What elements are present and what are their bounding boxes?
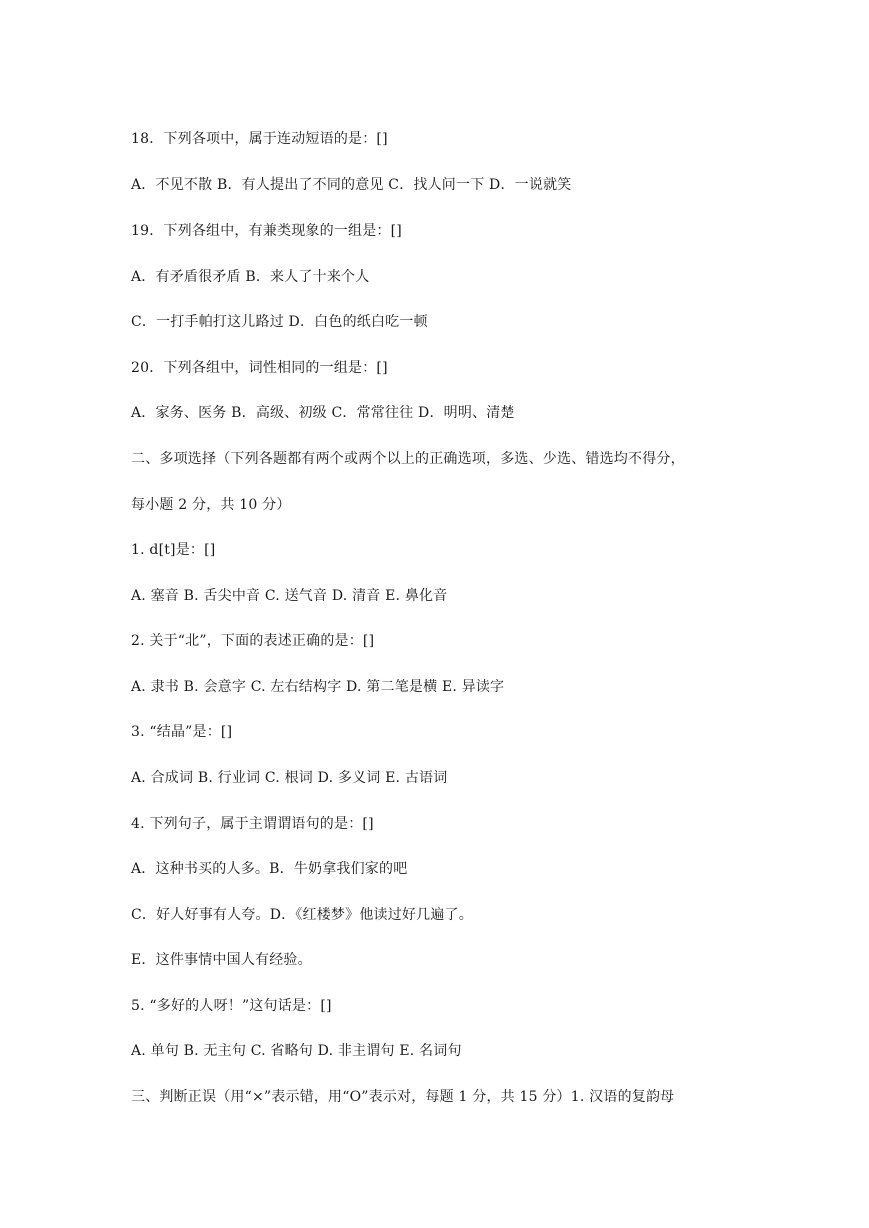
mc-question-4-option-e: E．这件事情中国人有经验。 (131, 952, 312, 968)
mc-question-3-stem: 3. “结晶”是：[] (131, 724, 233, 740)
mc-question-4-options-cd: C．好人好事有人夸。D．《红楼梦》他读过好几遍了。 (131, 907, 473, 923)
mc-question-2-options: A. 隶书 B. 会意字 C. 左右结构字 D. 第二笔是横 E. 异读字 (131, 679, 505, 695)
mc-question-5-options: A. 单句 B. 无主句 C. 省略句 D. 非主谓句 E. 名词句 (131, 1043, 462, 1059)
question-18-options: A．不见不散 B．有人提出了不同的意见 C．找人问一下 D．一说就笑 (131, 177, 572, 193)
question-19-stem: 19．下列各组中，有兼类现象的一组是：[] (131, 223, 402, 239)
section-2-heading: 二、多项选择（下列各题都有两个或两个以上的正确选项，多选、少选、错选均不得分， (131, 451, 685, 467)
question-18-stem: 18．下列各项中，属于连动短语的是：[] (131, 131, 388, 147)
question-20-stem: 20．下列各组中，词性相同的一组是：[] (131, 360, 388, 376)
section-3-heading: 三、判断正误（用“×”表示错，用“O”表示对，每题 1 分，共 15 分）1. 汉语的复韵母 (131, 1089, 675, 1105)
mc-question-2-stem: 2. 关于“北”，下面的表述正确的是：[] (131, 633, 375, 649)
mc-question-1-stem: 1. d[t]是：[] (131, 542, 216, 558)
mc-question-1-options: A. 塞音 B. 舌尖中音 C. 送气音 D. 清音 E. 鼻化音 (131, 588, 448, 604)
section-2-heading-cont: 每小题 2 分，共 10 分） (131, 497, 291, 513)
question-20-options: A．家务、医务 B．高级、初级 C．常常往往 D．明明、清楚 (131, 405, 515, 421)
mc-question-3-options: A. 合成词 B. 行业词 C. 根词 D. 多义词 E. 古语词 (131, 770, 448, 786)
question-19-options-ab: A．有矛盾很矛盾 B．来人了十来个人 (131, 269, 370, 285)
mc-question-4-options-ab: A．这种书买的人多。B．牛奶拿我们家的吧 (131, 861, 408, 877)
question-19-options-cd: C．一打手帕打这儿路过 D．白色的纸白吃一顿 (131, 314, 428, 330)
mc-question-5-stem: 5. “多好的人呀！”这句话是：[] (131, 998, 332, 1014)
mc-question-4-stem: 4. 下列句子，属于主谓谓语句的是：[] (131, 816, 374, 832)
